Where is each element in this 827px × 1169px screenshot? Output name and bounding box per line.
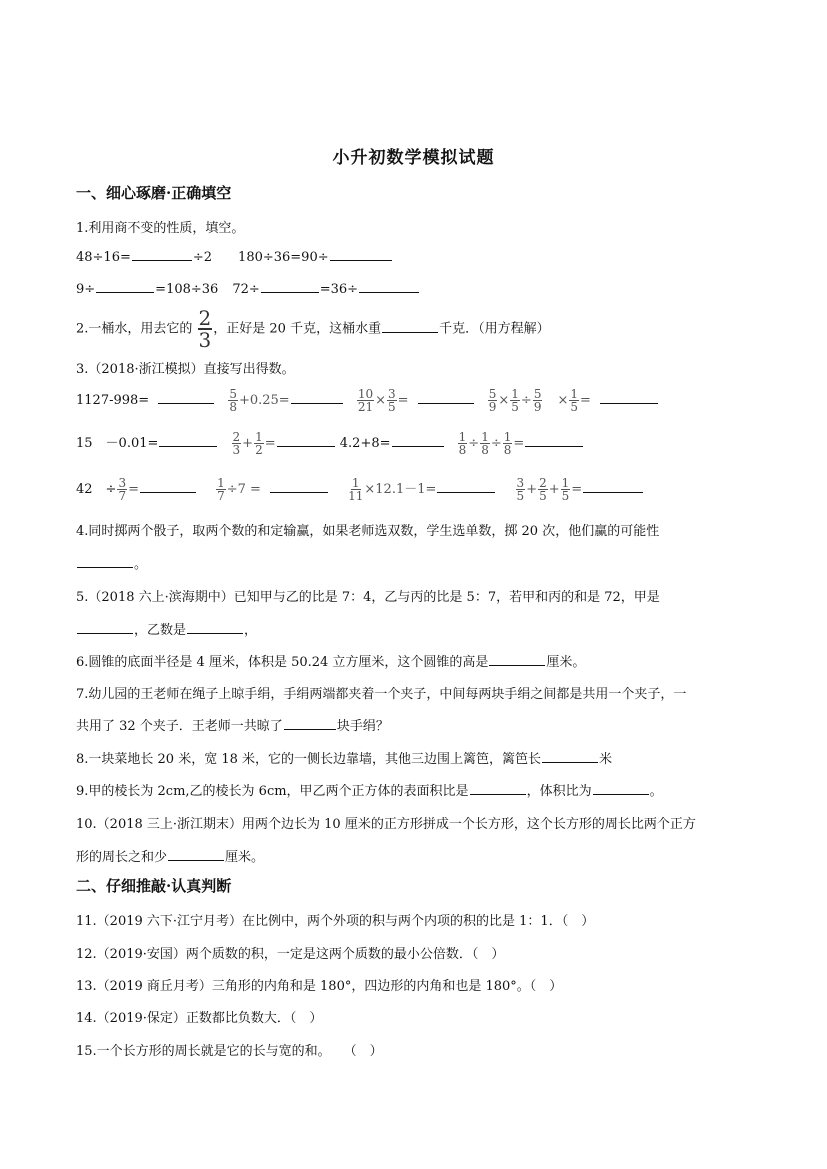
- q9-pre: 9.甲的棱长为 2cm,乙的棱长为 6cm，甲乙两个正方体的表面积比是: [76, 784, 469, 799]
- blank[interactable]: [359, 291, 419, 293]
- q7-line-1: 7.幼儿园的王老师在绳子上晾手绢，手绢两端都夹着一个夹子，中间每两块手绢之间都是共用一个夹子，一: [76, 687, 687, 702]
- q3-row-3: [76, 477, 644, 502]
- q1-r1c: 180÷36=90÷: [238, 250, 329, 265]
- blank[interactable]: [525, 445, 583, 447]
- operator: ÷: [468, 436, 480, 451]
- operator: +: [242, 436, 254, 451]
- q9-mid: ，体积比为: [526, 784, 592, 799]
- q1-r2a: 9÷: [76, 282, 96, 297]
- section-1-heading: 一、细心琢磨·正确填空: [76, 184, 232, 202]
- blank[interactable]: [418, 402, 474, 404]
- q3-row-2: [76, 431, 584, 456]
- q13-line: 13.（2019 商丘月考）三角形的内角和是 180°，四边形的内角和也是 180°。（ ）: [76, 979, 563, 994]
- operator: ×: [557, 393, 569, 408]
- q10-mid: 形的周长之和少: [76, 850, 168, 865]
- fraction: $\frac{1}{8}$: [458, 430, 467, 457]
- blank[interactable]: [77, 566, 133, 568]
- operator: ×: [375, 393, 387, 408]
- q8-pre: 8.一块菜地长 20 米，宽 18 米，它的一侧长边靠墙，其他三边围上篱笆，篱笆长: [76, 752, 542, 767]
- blank[interactable]: [96, 291, 154, 293]
- blank[interactable]: [187, 632, 243, 634]
- expr-text: +0.25=: [238, 393, 290, 408]
- fraction: $\frac{3}{5}$: [388, 387, 396, 414]
- fraction: $\frac{2}{5}$: [539, 476, 547, 503]
- q10-end: 厘米。: [225, 850, 265, 865]
- blank[interactable]: [583, 491, 643, 493]
- blank[interactable]: [277, 445, 335, 447]
- q10-line-2: [76, 846, 264, 865]
- q1-row-1: [76, 250, 393, 265]
- blank[interactable]: [159, 445, 217, 447]
- blank[interactable]: [270, 491, 328, 493]
- q4-line-2: [76, 553, 147, 572]
- section-2-heading: 二、仔细推敲·认真判断: [76, 877, 232, 895]
- q7-end: 块手绢？: [336, 719, 389, 734]
- fraction: $\frac{1}{5}$: [561, 476, 570, 503]
- blank[interactable]: [470, 793, 526, 795]
- q15-line: 15.一个长方形的周长就是它的长与宽的和。 （ ）: [76, 1044, 383, 1059]
- fraction: $\frac{5}{8}$: [229, 387, 237, 414]
- expr-text: 15 －0.01=: [76, 436, 159, 451]
- q5-line-2: [76, 619, 257, 638]
- expr-text: 1127-998=: [76, 393, 150, 408]
- operator: =: [580, 393, 591, 408]
- q12-line: 12.（2019·安国）两个质数的积，一定是这两个质数的最小公倍数．（ ）: [76, 947, 505, 962]
- operator: ÷: [490, 436, 502, 451]
- blank[interactable]: [77, 632, 133, 634]
- blank[interactable]: [593, 793, 649, 795]
- q11-line: 11.（2019 六下·江宁月考）在比例中，两个外项的积与两个内项的积的比是 1：1．（ ）: [76, 914, 595, 929]
- blank[interactable]: [140, 491, 196, 493]
- q2-pre: 2.一桶水，用去它的: [76, 321, 193, 337]
- fraction: $\frac{10}{21}$: [357, 387, 374, 414]
- q1-r2b: =108÷36: [155, 282, 219, 297]
- fraction: $\frac{2}{3}$: [232, 430, 241, 457]
- operator: ÷: [520, 393, 532, 408]
- expr-text: 4.2+8=: [339, 436, 391, 451]
- fraction: $\frac{5}{9}$: [533, 387, 542, 414]
- blank[interactable]: [382, 331, 438, 333]
- q1-text: 1.利用商不变的性质，填空。: [76, 221, 245, 236]
- fraction: $\frac{1}{7}$: [217, 476, 225, 503]
- q6-line: [76, 651, 585, 670]
- operator: +: [548, 482, 560, 497]
- operator: ×: [498, 393, 510, 408]
- fraction: $\frac{3}{7}$: [118, 476, 127, 503]
- q6-post: 厘米。: [546, 655, 586, 670]
- blank[interactable]: [168, 859, 224, 861]
- q4-end: 。: [134, 557, 148, 572]
- blank[interactable]: [291, 402, 343, 404]
- q2-post: 千克．（用方程解）: [439, 321, 550, 337]
- q7-mid: 共用了 32 个夹子．王老师一共晾了: [76, 719, 283, 734]
- q1-r1a: 48÷16=: [76, 250, 131, 265]
- q1-r1b: ÷2: [192, 250, 213, 265]
- blank[interactable]: [284, 728, 336, 730]
- blank[interactable]: [392, 445, 444, 447]
- blank[interactable]: [330, 259, 392, 261]
- q8-line: [76, 748, 612, 767]
- q5-mid: ，乙数是: [134, 623, 187, 638]
- fraction: $\frac{1}{8}$: [481, 430, 489, 457]
- blank[interactable]: [261, 291, 319, 293]
- blank[interactable]: [437, 491, 495, 493]
- q9-line: [76, 780, 663, 799]
- blank[interactable]: [489, 664, 545, 666]
- q3-text: 3.（2018·浙江模拟）直接写出得数。: [76, 362, 295, 377]
- q4-line-1: 4.同时掷两个骰子，取两个数的和定输赢，如果老师选双数，学生选单数，掷 20 次，他们赢的可能性: [76, 524, 660, 539]
- operator: =: [128, 482, 139, 497]
- q1-r2d: =36÷: [319, 282, 359, 297]
- q1-r2c: 72÷: [232, 282, 260, 297]
- fraction: $\frac{5}{9}$: [488, 387, 497, 414]
- fraction: $\frac{2}{3}$: [198, 306, 212, 352]
- operator: =: [264, 436, 276, 451]
- q10-line-1: 10.（2018 三上·浙江期末）用两个边长为 10 厘米的正方形拼成一个长方形，这个长方形的周长比两个正方: [76, 817, 696, 832]
- q6-pre: 6.圆锥的底面半径是 4 厘米，体积是 50.24 立方厘米，这个圆锥的高是: [76, 655, 489, 670]
- fraction: $\frac{1}{5}$: [511, 387, 519, 414]
- q14-line: 14.（2019·保定）正数都比负数大．（ ）: [76, 1011, 323, 1026]
- q3-row-1: [76, 388, 659, 413]
- fraction: $\frac{1}{8}$: [503, 430, 512, 457]
- q5-line-1: 5.（2018 六上·滨海期中）已知甲与乙的比是 7：4，乙与丙的比是 5：7，若甲和丙的和是 72，甲是: [76, 590, 660, 605]
- q8-post: 米: [599, 752, 613, 767]
- q9-post: 。: [649, 784, 663, 799]
- q2-mid: ，正好是 20 千克，这桶水重: [213, 321, 382, 337]
- operator: =: [397, 393, 409, 408]
- q1-row-2: [76, 282, 420, 297]
- operator: =: [513, 436, 525, 451]
- fraction: $\frac{1}{5}$: [570, 387, 578, 414]
- page-title: 小升初数学模拟试题: [332, 148, 495, 168]
- blank[interactable]: [542, 761, 598, 763]
- expr-text: 42 ÷: [76, 482, 117, 497]
- expr-text: ×12.1－1=: [364, 482, 437, 497]
- expr-text: ÷7 =: [226, 482, 261, 497]
- q2-line: [76, 308, 550, 350]
- fraction: $\frac{1}{2}$: [255, 430, 263, 457]
- blank[interactable]: [132, 259, 192, 261]
- q5-end: ，: [244, 623, 258, 638]
- q7-line-2: [76, 715, 389, 734]
- fraction: $\frac{3}{5}$: [516, 476, 525, 503]
- blank[interactable]: [600, 402, 658, 404]
- blank[interactable]: [158, 402, 214, 404]
- fraction: $\frac{1}{11}$: [348, 476, 364, 503]
- operator: +: [526, 482, 538, 497]
- operator: =: [571, 482, 583, 497]
